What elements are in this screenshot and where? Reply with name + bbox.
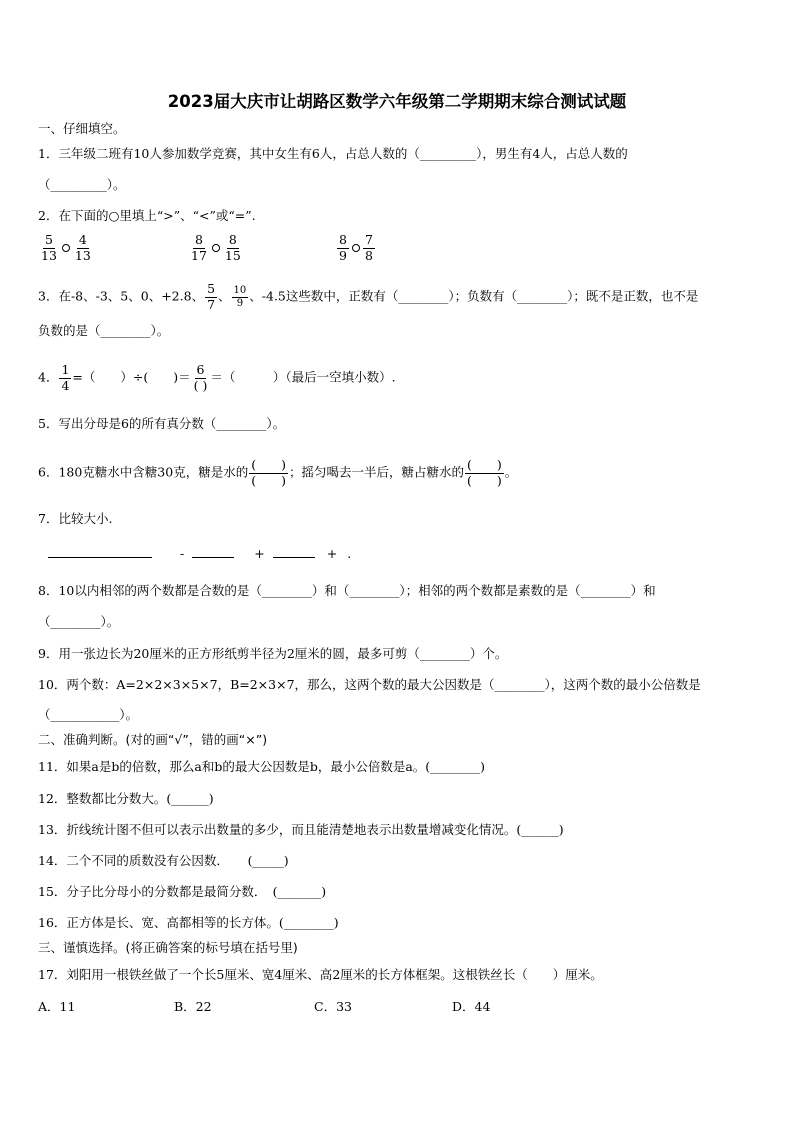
question-text: =（ ）÷( )＝: [72, 369, 191, 385]
fraction: [337, 234, 349, 262]
option-b[interactable]: B．22: [174, 999, 212, 1014]
denominator: 9: [236, 297, 244, 309]
option-d[interactable]: D．44: [452, 999, 491, 1014]
question-2-pair-2: [188, 234, 244, 262]
question-7-blanks: [48, 545, 351, 563]
question-8-line-2: （________）。: [38, 614, 120, 629]
numerator: 10: [233, 284, 247, 296]
numerator: 7: [364, 232, 373, 247]
denominator: 13: [74, 247, 91, 263]
answer-blank[interactable]: [48, 557, 152, 558]
denominator: ( ): [467, 472, 502, 488]
compare-circle-icon[interactable]: [62, 244, 70, 252]
question-text: 。: [504, 464, 518, 480]
answer-blank[interactable]: [273, 557, 315, 558]
fraction: [39, 234, 59, 262]
question-7-text: 7．比较大小.: [38, 511, 113, 526]
question-1-line-1: 1．三年级二班有10人参加数学竞赛，其中女生有6人，占总人数的（_________），男生有4人，占总人数的: [38, 146, 628, 161]
question-10-line-1: 10．两个数：A=2×2×3×5×7，B=2×3×7，那么，这两个数的最大公因数是（________），这两个数的最小公倍数是: [38, 677, 701, 692]
question-2-pair-1: [38, 234, 94, 262]
numerator: 8: [339, 232, 347, 247]
denominator: 9: [339, 247, 347, 263]
question-text: ＝（ ）（最后一空填小数）.: [210, 369, 396, 385]
option-c[interactable]: C．33: [314, 999, 352, 1014]
denominator: 7: [207, 296, 216, 312]
operator: -: [180, 546, 185, 561]
question-number: 4．: [38, 369, 59, 385]
answer-blank[interactable]: [192, 557, 234, 558]
denominator: 8: [364, 247, 373, 263]
question-10-line-2: （___________）。: [38, 707, 139, 722]
numerator: 8: [194, 232, 203, 247]
fraction: [223, 234, 243, 262]
question-12: 12．整数都比分数大。(______): [38, 791, 214, 806]
fraction: [205, 283, 217, 311]
fraction: [465, 459, 504, 487]
denominator: 17: [191, 247, 207, 263]
denominator: 15: [224, 247, 241, 263]
question-3-line-1: [38, 283, 698, 311]
question-15: 15．分子比分母小的分数都是最简分数． (_______): [38, 884, 327, 899]
question-text: ；摇匀喝去一半后，糖占糖水的: [288, 464, 464, 480]
section-heading-choice: 三、谨慎选择。(将正确答案的标号填在括号里): [38, 940, 298, 955]
fraction: [192, 364, 210, 392]
compare-circle-icon[interactable]: [212, 244, 220, 252]
question-6: [38, 459, 517, 487]
question-text: 3．在-8、-3、5、0、+2.8、: [38, 288, 205, 304]
fraction: [249, 459, 288, 487]
section-heading-judge: 二、准确判断。(对的画“√”，错的画“×”): [38, 732, 268, 747]
option-a[interactable]: A．11: [38, 999, 76, 1014]
question-13: 13．折线统计图不但可以表示出数量的多少，而且能清楚地表示出数量增减变化情况。(______): [38, 822, 564, 837]
question-2-text: 2．在下面的○里填上“>”、“<”或“=”.: [38, 208, 256, 223]
fraction: [73, 234, 93, 262]
denominator: ( ): [193, 377, 208, 393]
section-heading-fill: 一、仔细填空。: [38, 121, 126, 136]
operator: +: [326, 546, 338, 561]
compare-circle-icon[interactable]: [352, 244, 360, 252]
fraction: [363, 234, 375, 262]
fraction: [189, 234, 209, 262]
question-2-pair-3: [336, 234, 376, 262]
question-8-line-1: 8．10以内相邻的两个数都是合数的是（________）和（________）；相邻的两个数都是素数的是（________）和: [38, 583, 656, 598]
denominator: 13: [41, 247, 57, 263]
question-14: 14．二个不同的质数没有公因数． (_____): [38, 853, 289, 868]
denominator: ( ): [251, 472, 286, 488]
question-text: 、-4.5这些数中，正数有（________）；负数有（________）；既不是正数，也不是: [249, 288, 699, 304]
numerator: 4: [78, 232, 87, 247]
separator: 、: [218, 288, 231, 304]
question-text: 6．180克糖水中含糖30克，糖是水的: [38, 464, 249, 480]
question-5: 5．写出分母是6的所有真分数（________）。: [38, 416, 286, 431]
fraction: [59, 364, 71, 392]
numerator: 5: [44, 232, 53, 247]
numerator: ( ): [467, 457, 502, 472]
numerator: 6: [196, 362, 205, 377]
operator: .: [347, 546, 352, 561]
question-11: 11．如果a是b的倍数，那么a和b的最大公因数是b，最小公倍数是a。(________): [38, 759, 486, 774]
question-17: 17．刘阳用一根铁丝做了一个长5厘米、宽4厘米、高2厘米的长方体框架。这根铁丝长（ ）厘米。: [38, 967, 603, 982]
question-1-line-2: （_________）。: [38, 177, 126, 192]
fraction: [232, 286, 249, 309]
operator: +: [254, 546, 265, 561]
numerator: 1: [61, 362, 70, 377]
question-4: [38, 364, 396, 392]
denominator: 4: [61, 377, 70, 393]
question-16: 16．正方体是长、宽、高都相等的长方体。(________): [38, 915, 339, 930]
numerator: 8: [228, 232, 237, 247]
numerator: ( ): [251, 457, 286, 472]
numerator: 5: [207, 281, 216, 296]
page-title: 2023届大庆市让胡路区数学六年级第二学期期末综合测试试题: [167, 92, 627, 111]
question-9: 9．用一张边长为20厘米的正方形纸剪半径为2厘米的圆，最多可剪（________）个。: [38, 646, 508, 661]
question-3-line-2: 负数的是（________）。: [38, 323, 170, 338]
